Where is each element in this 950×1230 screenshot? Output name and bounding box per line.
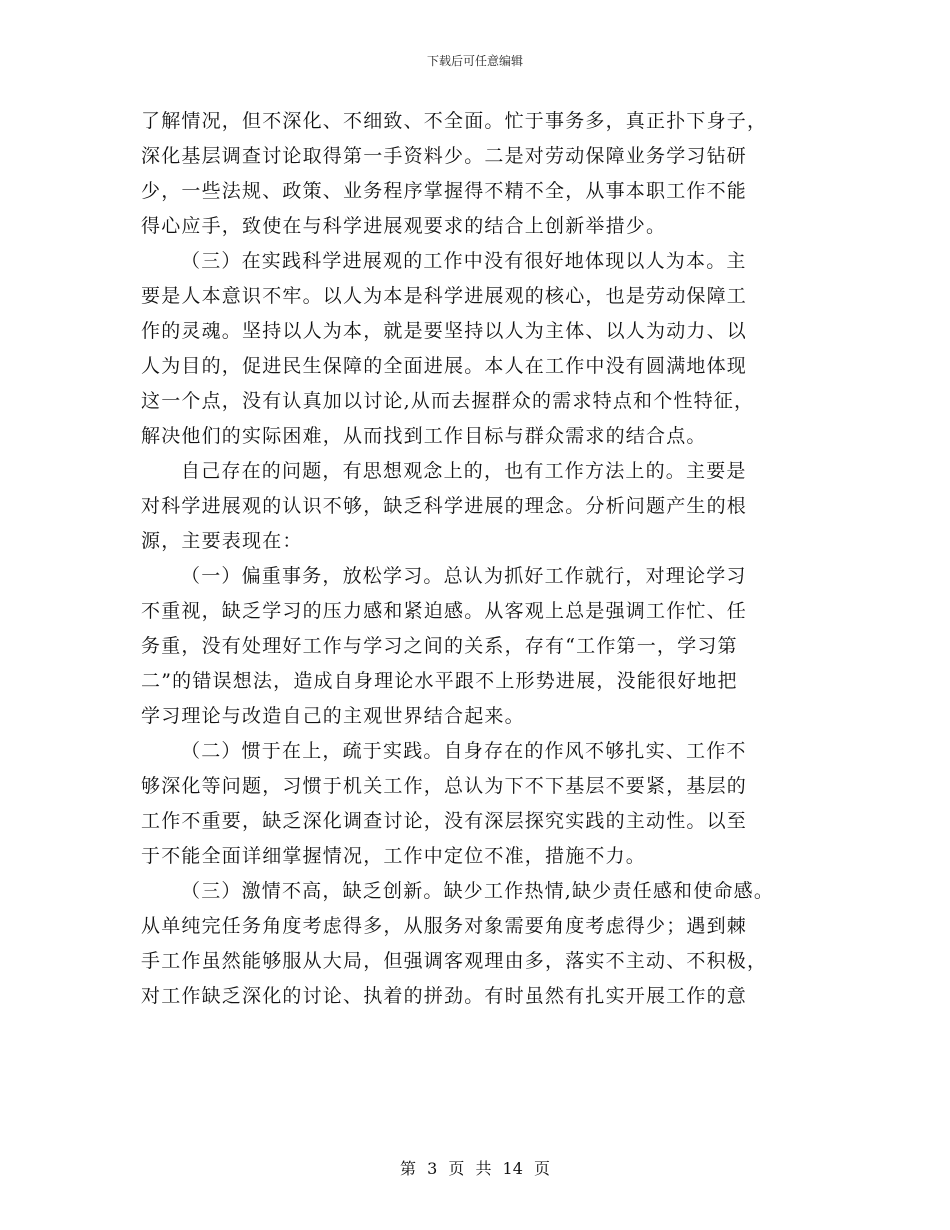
paragraph-4 <box>141 559 811 734</box>
paragraph-1 <box>141 104 811 244</box>
text-line: 这一个点，没有认真加以讨论,从而去握群众的需求特点和个性特征， <box>141 390 755 412</box>
text-line: （三）在实践科学进展观的工作中没有很好地体现以人为本。主 <box>181 250 747 272</box>
text-line: 源，主要表现在： <box>141 530 303 552</box>
text-line: 对科学进展观的认识不够，缺乏科学进展的理念。分析问题产生的根 <box>141 495 748 517</box>
text-line: 工作不重要，缺乏深化调查讨论，没有深层探究实践的主动性。以至 <box>141 810 748 832</box>
text-line: 够深化等问题，习惯于机关工作，总认为下不下基层不要紧，基层的 <box>141 775 748 797</box>
text-line: 了解情况，但不深化、不细致、不全面。忙于事务多，真正扑下身子， <box>141 110 768 132</box>
text-line: 人为目的，促进民生保障的全面进展。本人在工作中没有圆满地体现 <box>141 355 748 377</box>
text-line: 作的灵魂。坚持以人为本，就是要坚持以人为主体、以人为动力、以 <box>141 320 748 342</box>
page-header: 下载后可任意编辑 <box>426 54 523 68</box>
text-line: 深化基层调查讨论取得第一手资料少。二是对劳动保障业务学习钻研 <box>141 145 748 167</box>
text-line: 务重，没有处理好工作与学习之间的关系，存有“工作第一，学习第 <box>141 635 738 657</box>
text-line: 得心应手，致使在与科学进展观要求的结合上创新举措少。 <box>141 215 667 237</box>
document-body <box>141 104 811 1014</box>
text-line: 要是人本意识不牢。以人为本是科学进展观的核心，也是劳动保障工 <box>141 285 748 307</box>
text-line: 从单纯完任务角度考虑得多，从服务对象需要角度考虑得少；遇到棘 <box>141 915 748 937</box>
text-line: 解决他们的实际困难，从而找到工作目标与群众需求的结合点。 <box>141 425 707 447</box>
text-line: 手工作虽然能够服从大局，但强调客观理由多，落实不主动、不积极， <box>141 950 768 972</box>
text-line: 学习理论与改造自己的主观世界结合起来。 <box>141 705 525 727</box>
paragraph-5 <box>141 734 811 874</box>
text-line: 不重视，缺乏学习的压力感和紧迫感。从客观上总是强调工作忙、任 <box>141 600 748 622</box>
text-line: （三）激情不高，缺乏创新。缺少工作热情,缺少责任感和使命感。 <box>181 880 775 902</box>
paragraph-3 <box>141 454 811 559</box>
text-line: 少，一些法规、政策、业务程序掌握得不精不全，从事本职工作不能 <box>141 180 748 202</box>
paragraph-2 <box>141 244 811 454</box>
text-line: 对工作缺乏深化的讨论、执着的拼劲。有时虽然有扎实开展工作的意 <box>141 985 748 1007</box>
text-line: （二）惯于在上，疏于实践。自身存在的作风不够扎实、工作不 <box>181 740 747 762</box>
text-line: （一）偏重事务，放松学习。总认为抓好工作就行，对理论学习 <box>181 565 747 587</box>
page-number-footer: 第 3 页 共 14 页 <box>400 1159 550 1178</box>
text-line: 自己存在的问题，有思想观念上的，也有工作方法上的。主要是 <box>181 460 747 482</box>
text-line: 于不能全面详细掌握情况，工作中定位不准，措施不力。 <box>141 845 647 867</box>
text-line: 二”的错误想法，造成自身理论水平跟不上形势进展，没能很好地把 <box>141 670 738 692</box>
paragraph-6 <box>141 874 811 1014</box>
